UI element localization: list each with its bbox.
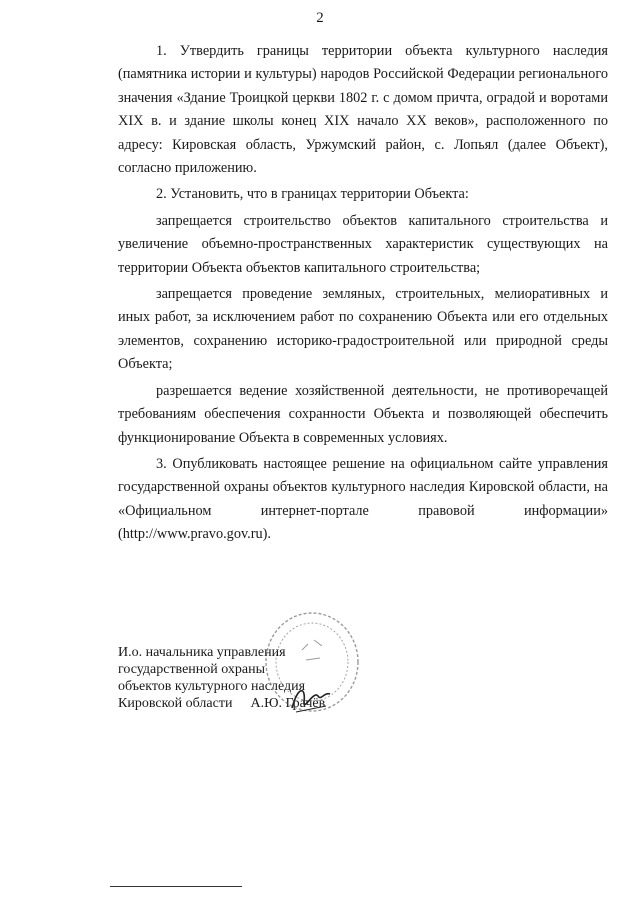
signatory-name: А.Ю. Грачёв — [250, 696, 326, 711]
signature-position-line2: государственной охраны — [118, 662, 266, 677]
footer-rule — [110, 886, 242, 887]
handwritten-signature-icon — [290, 682, 332, 716]
page-number: 2 — [316, 10, 324, 26]
paragraph-1-approve-boundaries: 1. Утвердить границы территории объекта культурного наследия (памятника истории и культуры) народов Российской Федерации регионального значения «Здание Троицкой церкви 1802 г. с домом причта, оградой и воротами XIX в. и здание школы конец XIX начало XX веков», расположенного по адресу: Кировская область, Уржумский район, с. Лопьял (далее Объект), согласно приложению. — [118, 43, 608, 177]
signature-position-line1: И.о. начальника управления — [118, 645, 286, 660]
paragraph-permission-activity: разрешается ведение хозяйственной деятельности, не противоречащей требованиям обеспечения сохранности Объекта и позволяющей обеспечить функционирование Объекта в современных условиях. — [118, 382, 608, 446]
paragraph-2-establish: 2. Установить, что в границах территории Объекта: — [156, 186, 469, 203]
paragraph-3-publish: 3. Опубликовать настоящее решение на официальном сайте управления государственной охраны объектов культурного наследия Кировской области, на «Официальном интернет-портале правовой информации» (http://www.pravo.gov.ru). — [118, 455, 608, 543]
signature-position-line3: объектов культурного наследия — [118, 679, 306, 694]
paragraph-prohibition-construction: запрещается строительство объектов капитального строительства и увеличение объемно-пространственных характеристик существующих на территории Объекта объектов капитального строительства; — [118, 212, 608, 276]
paragraph-prohibition-works: запрещается проведение земляных, строительных, мелиоративных и иных работ, за исключением работ по сохранению Объекта или его отдельных элементов, сохранению историко-градостроительной или природной среды Объекта; — [118, 286, 608, 373]
document-body — [118, 40, 608, 547]
signature-organization: Кировской области — [118, 696, 233, 711]
